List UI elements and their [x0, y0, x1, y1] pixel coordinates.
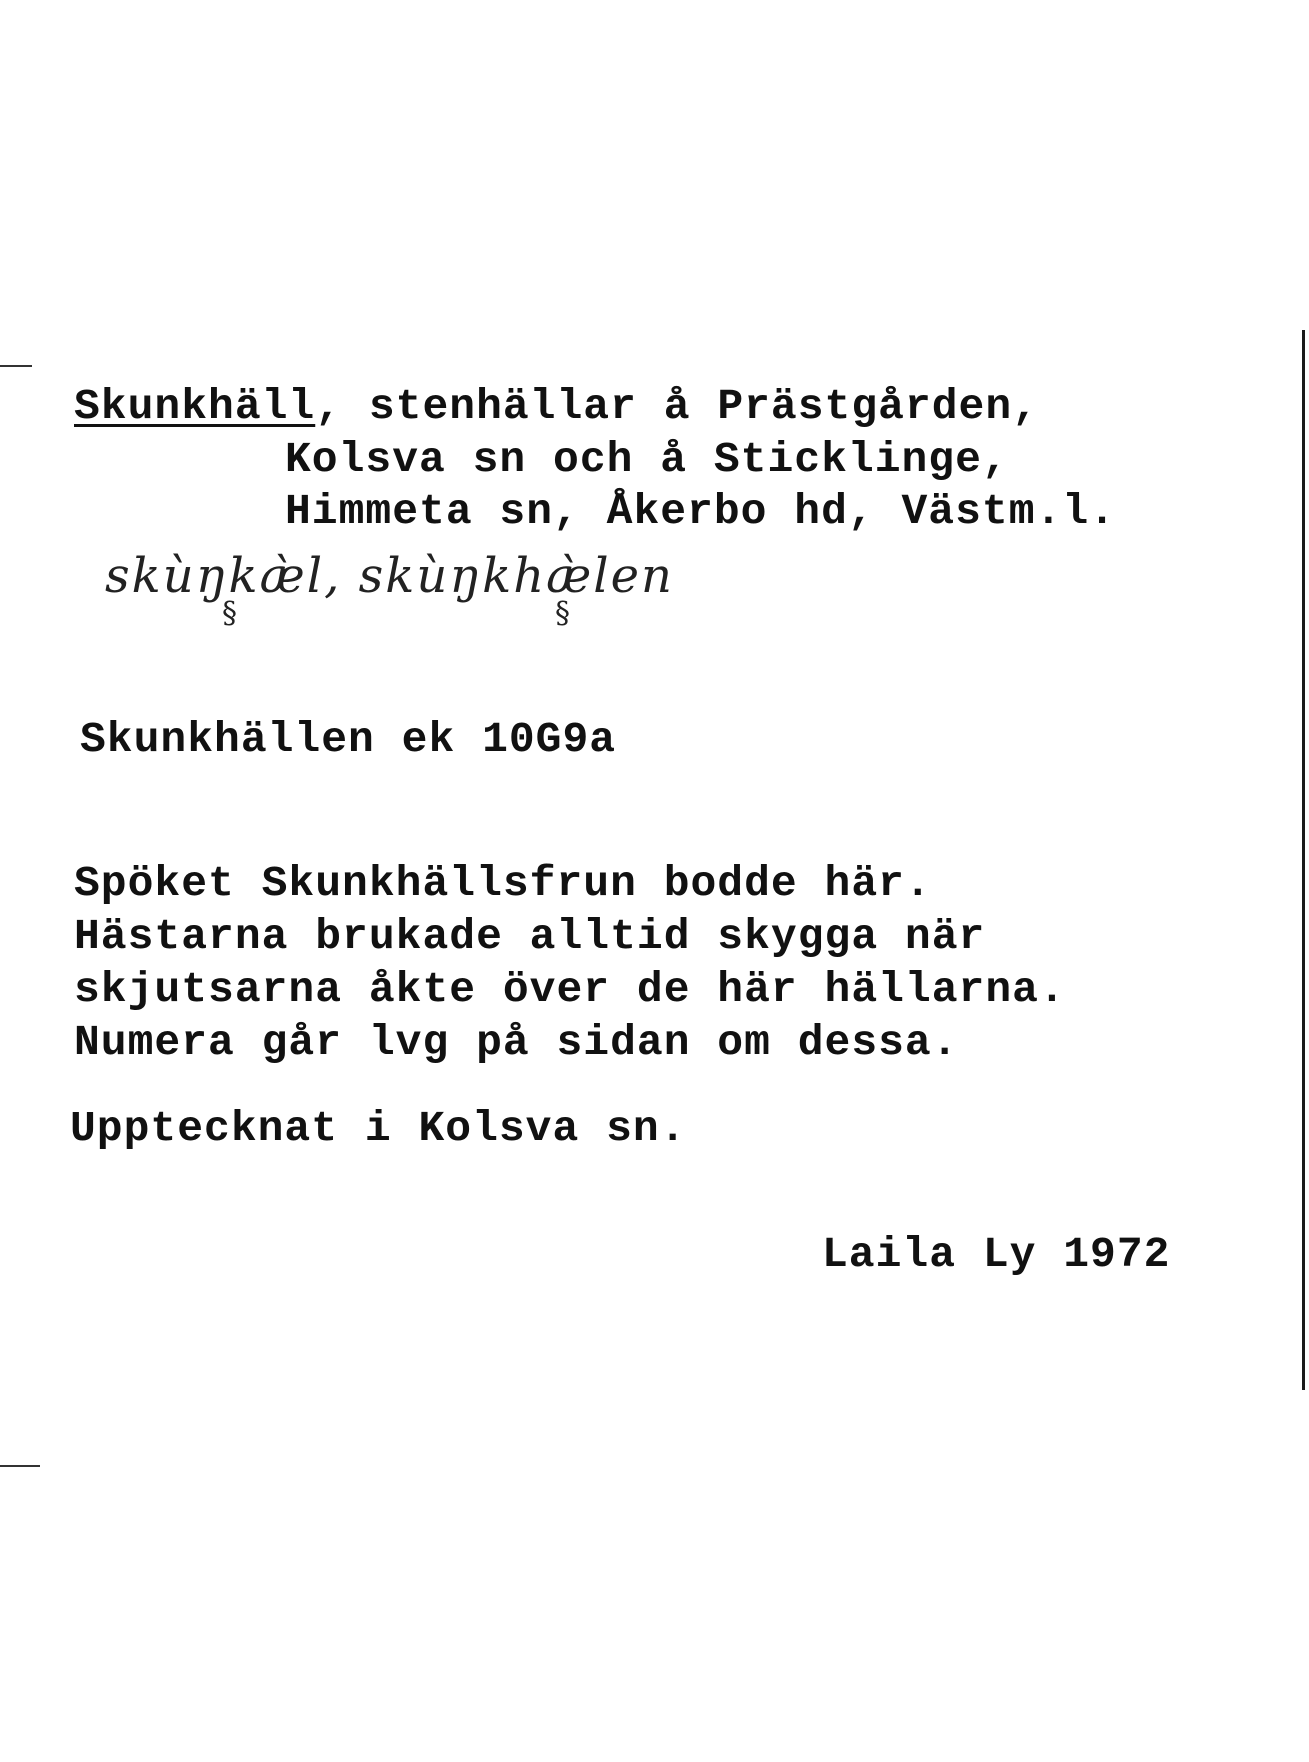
recorder-signature: Laila Ly 1972 [822, 1230, 1171, 1279]
handwritten-stress-mark-2: § [555, 596, 570, 631]
card-edge-mark-bottom [0, 1465, 40, 1467]
place-name-title: Skunkhäll [74, 382, 316, 431]
handwritten-pronunciation: skùŋkæ̀l, skùŋkhæ̀len [105, 548, 674, 604]
body-line-1: Spöket Skunkhällsfrun bodde här. [74, 859, 932, 908]
body-line-4: Numera går lvg på sidan om dessa. [74, 1018, 959, 1067]
body-line-2: Hästarna brukade alltid skygga när [74, 912, 986, 961]
card-edge-mark-top [0, 365, 32, 367]
recorded-location: Upptecknat i Kolsva sn. [70, 1104, 687, 1153]
reference-code: Skunkhällen ek 10G9a [80, 715, 617, 764]
header-line-2: Kolsva sn och å Sticklinge, [285, 435, 1009, 484]
handwritten-stress-mark-1: § [222, 596, 237, 631]
header-line-1 [74, 382, 1039, 431]
header-line-3: Himmeta sn, Åkerbo hd, Västm.l. [285, 487, 1116, 536]
header-line-1-rest: , stenhällar å Prästgården, [315, 382, 1039, 431]
body-line-3: skjutsarna åkte över de här hällarna. [74, 965, 1066, 1014]
card-right-border [1302, 330, 1305, 1390]
